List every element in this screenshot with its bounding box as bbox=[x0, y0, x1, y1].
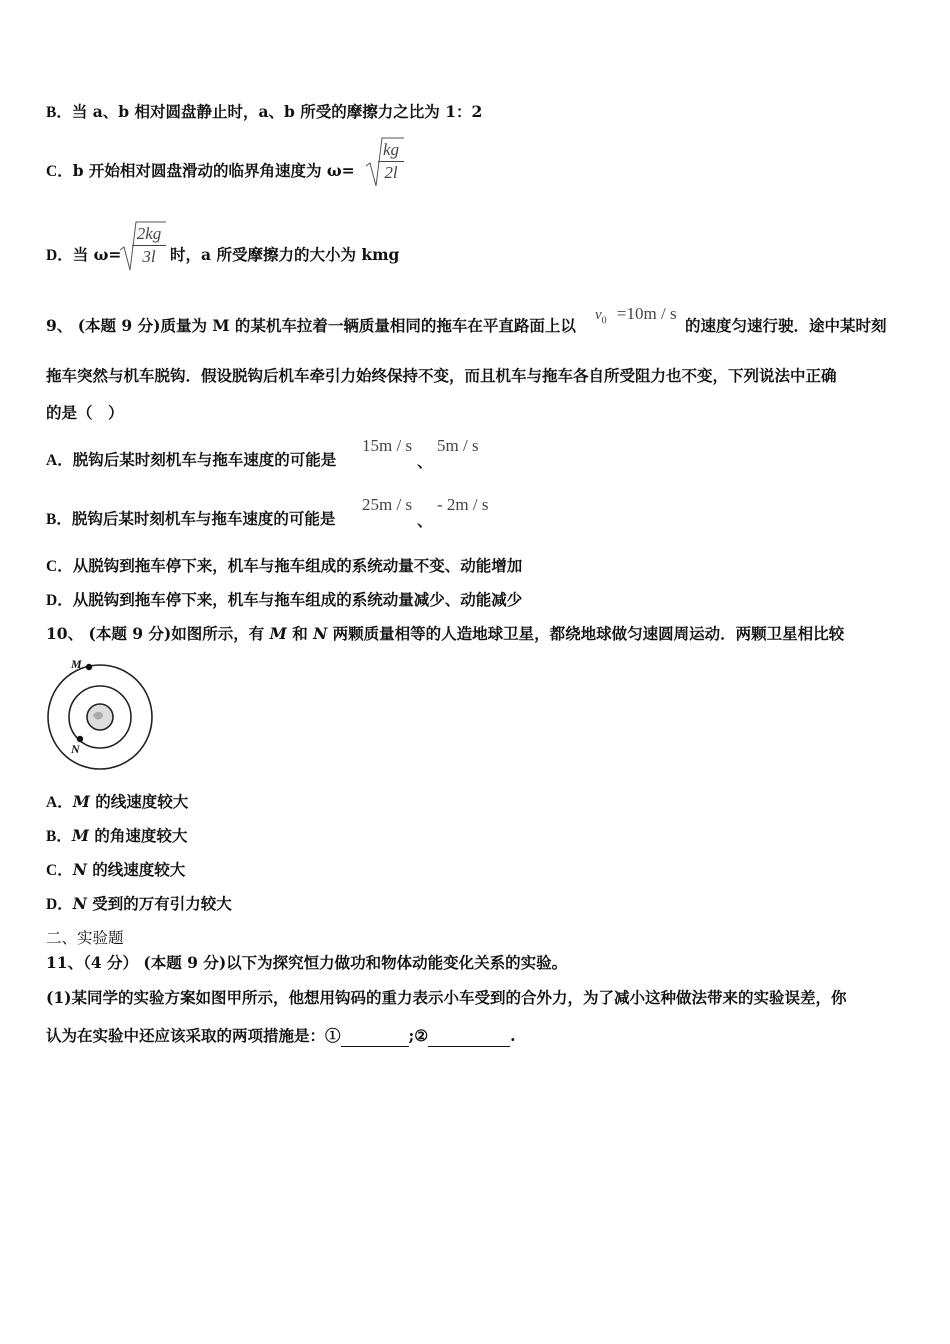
option-letter: D． bbox=[46, 247, 73, 264]
fraction-denominator: 3l bbox=[142, 247, 156, 266]
q11-part1-line1 bbox=[46, 988, 846, 1008]
option-letter: A． bbox=[46, 452, 73, 469]
q10-option-b bbox=[46, 826, 187, 847]
velocity-subscript: 0 bbox=[601, 315, 607, 327]
option-letter: C． bbox=[46, 862, 73, 879]
question-number: 9、 bbox=[46, 316, 73, 335]
question-number: 10、 bbox=[46, 624, 84, 643]
stem-text: (本题 9 分)以下为探究恒力做功和物体动能变化关系的实验。 bbox=[143, 953, 568, 972]
option-text: 受到的万有引力较大 bbox=[86, 894, 232, 913]
option-symbol: N bbox=[72, 894, 87, 913]
option-text-pre: 当 ω= bbox=[72, 245, 122, 264]
speed-value-2: 5m / s bbox=[437, 436, 479, 455]
option-symbol: M bbox=[71, 826, 90, 845]
fraction-numerator: 2kg bbox=[136, 224, 162, 243]
label-m: M bbox=[71, 657, 82, 671]
velocity-symbol: v bbox=[595, 307, 602, 323]
fraction-kg-2l bbox=[378, 140, 404, 183]
stem-text: 两颗质量相等的人造地球卫星，都绕地球做匀速圆周运动．两颗卫星相比较 bbox=[327, 624, 845, 643]
q8-option-d-tail bbox=[170, 245, 399, 265]
option-text: 的线速度较大 bbox=[89, 792, 189, 811]
q9-option-b bbox=[46, 509, 335, 530]
option-text: 的线速度较大 bbox=[86, 860, 186, 879]
option-text: 脱钩后某时刻机车与拖车速度的可能是 bbox=[71, 509, 336, 528]
speed-value-1: 15m / s bbox=[362, 436, 413, 455]
satellite-n-symbol: N bbox=[313, 624, 328, 643]
stem-text: (本题 9 分)质量为 M 的某机车拉着一辆质量相同的拖车在平直路面上以 bbox=[77, 316, 576, 335]
q9-stem-line1 bbox=[46, 316, 576, 336]
q9-stem-line1-tail bbox=[685, 316, 887, 336]
option-text: 的角速度较大 bbox=[89, 826, 188, 845]
option-letter: D． bbox=[46, 896, 73, 913]
answer-blank-2[interactable] bbox=[428, 1026, 510, 1047]
stem-text: 的速度匀速行驶．途中某时刻 bbox=[685, 316, 887, 335]
q8-option-b bbox=[46, 102, 482, 123]
q10-option-c bbox=[46, 860, 185, 881]
stem-text: ;② bbox=[408, 1026, 429, 1045]
option-letter: B． bbox=[46, 104, 72, 121]
satellite-m-symbol: M bbox=[269, 624, 287, 643]
q11-part1-line2 bbox=[46, 1026, 516, 1047]
stem-text: 拖车突然与机车脱钩．假设脱钩后机车牵引力始终保持不变，而且机车与拖车各自所受阻力也不变，下列说法中正确 bbox=[46, 366, 837, 385]
q9-option-d bbox=[46, 590, 522, 611]
question-number: 11、 bbox=[46, 953, 84, 972]
q9-option-a bbox=[46, 450, 336, 471]
satellite-m-dot bbox=[86, 664, 92, 670]
option-text: 脱钩后某时刻机车与拖车速度的可能是 bbox=[72, 450, 337, 469]
stem-text: 的是（ ） bbox=[46, 403, 124, 422]
stem-text: (本题 9 分)如图所示，有 bbox=[88, 624, 270, 643]
option-letter: A． bbox=[46, 794, 73, 811]
fraction-numerator: kg bbox=[382, 140, 400, 159]
q11-stem bbox=[46, 953, 567, 973]
section-title: 二、实验题 bbox=[46, 929, 124, 947]
q9-stem-line3 bbox=[46, 403, 124, 423]
q8-option-c bbox=[46, 161, 355, 182]
question-score: （4 分） bbox=[83, 953, 139, 972]
option-letter: D． bbox=[46, 592, 73, 609]
label-n: N bbox=[71, 742, 80, 756]
orbit-diagram bbox=[44, 655, 156, 770]
q10-stem bbox=[46, 624, 844, 644]
option-text: 当 a、b 相对圆盘静止时，a、b 所受的摩擦力之比为 1：2 bbox=[71, 102, 483, 121]
option-letter: B． bbox=[46, 511, 72, 528]
answer-blank-1[interactable] bbox=[341, 1026, 409, 1047]
option-text: 从脱钩到拖车停下来，机车与拖车组成的系统动量不变、动能增加 bbox=[72, 556, 523, 575]
q10-option-a bbox=[46, 792, 188, 813]
option-symbol: M bbox=[72, 792, 90, 811]
speed-value-1: 25m / s bbox=[362, 495, 413, 514]
stem-text: . bbox=[510, 1026, 516, 1045]
fraction-denominator: 2l bbox=[384, 163, 398, 182]
option-symbol: N bbox=[72, 860, 87, 879]
option-letter: B． bbox=[46, 828, 72, 845]
separator: 、 bbox=[417, 511, 433, 530]
option-letter: C． bbox=[46, 163, 73, 180]
option-text: b 开始相对圆盘滑动的临界角速度为 ω= bbox=[72, 161, 355, 180]
separator: 、 bbox=[417, 452, 433, 471]
option-letter: C． bbox=[46, 558, 73, 575]
velocity-value: =10m / s bbox=[616, 304, 677, 323]
option-text: 从脱钩到拖车停下来，机车与拖车组成的系统动量减少、动能减少 bbox=[72, 590, 523, 609]
stem-text: 和 bbox=[286, 624, 314, 643]
option-text-post: 时，a 所受摩擦力的大小为 kmg bbox=[170, 245, 400, 264]
stem-text: 认为在实验中还应该采取的两项措施是：① bbox=[46, 1026, 341, 1045]
q9-stem-line2 bbox=[46, 366, 837, 386]
stem-text: (1)某同学的实验方案如图甲所示，他想用钩码的重力表示小车受到的合外力，为了减小这种做法带来的实验误差，你 bbox=[46, 988, 847, 1007]
q9-option-c bbox=[46, 556, 522, 577]
q10-option-d bbox=[46, 894, 232, 915]
q8-option-d bbox=[46, 245, 121, 266]
fraction-2kg-3l bbox=[132, 224, 166, 267]
speed-value-2: - 2m / s bbox=[437, 495, 489, 514]
velocity-expression bbox=[595, 304, 677, 326]
